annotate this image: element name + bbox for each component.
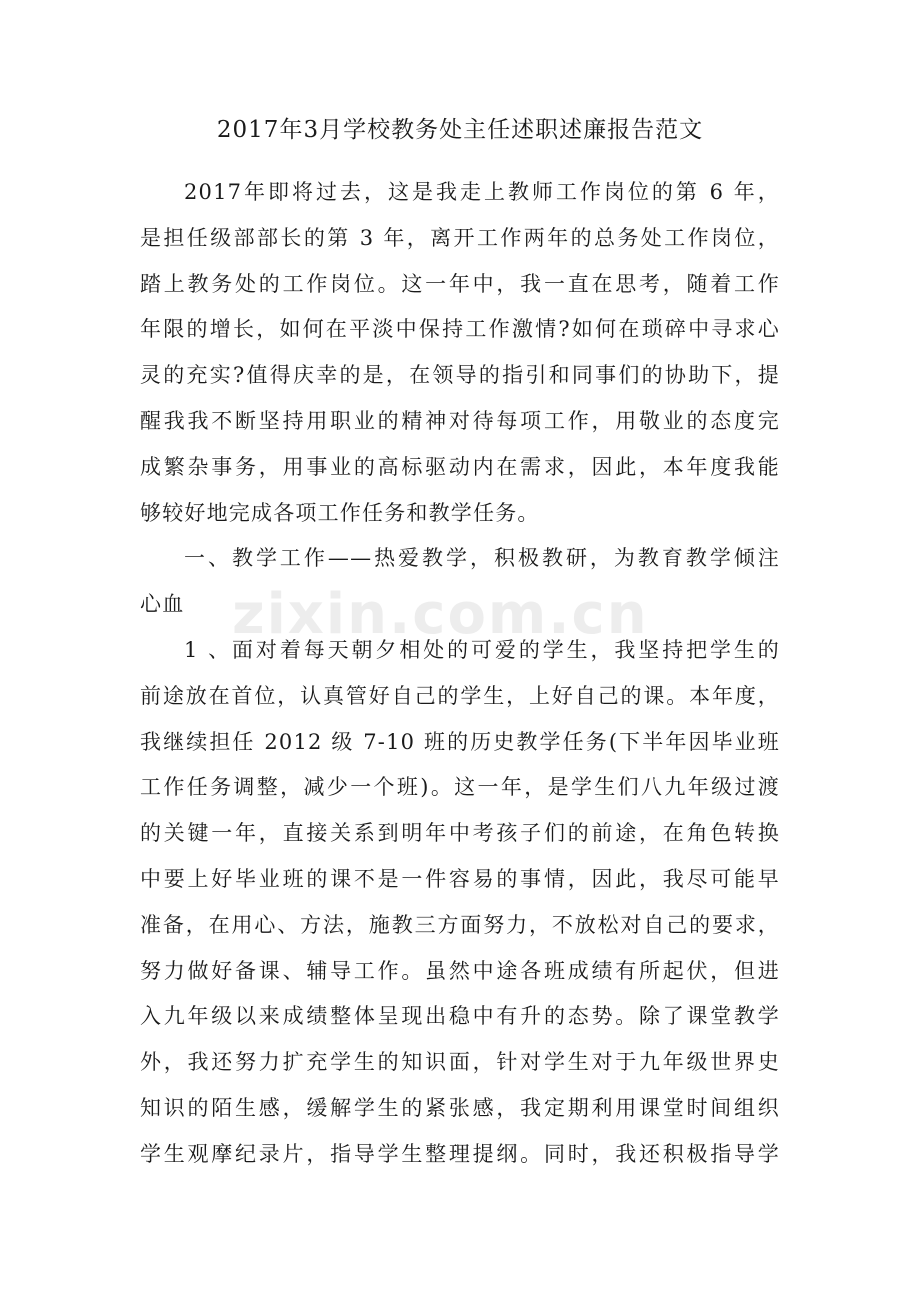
section-heading-line: 一、教学工作——热爱教学，积极教研，为教育教学倾注	[184, 546, 780, 571]
document-title: 2017年3月学校教务处主任述职述廉报告范文	[216, 117, 704, 143]
paragraph-line: 醒我我不断坚持用职业的精神对待每项工作，用敬业的态度完	[140, 408, 780, 433]
paragraph-line: 学生观摩纪录片，指导学生整理提纲。同时，我还积极指导学	[140, 1141, 780, 1166]
paragraph-line: 成繁杂事务，用事业的高标驱动内在需求，因此，本年度我能	[140, 454, 780, 479]
paragraph-line: 努力做好备课、辅导工作。虽然中途各班成绩有所起伏，但进	[140, 958, 780, 983]
paragraph-line: 灵的充实?值得庆幸的是，在领导的指引和同事们的协助下，提	[140, 363, 780, 388]
section-heading-line: 心血	[140, 592, 185, 617]
paragraph-line: 年限的增长，如何在平淡中保持工作激情?如何在琐碎中寻求心	[140, 317, 780, 342]
watermark: zixin.com.cn	[232, 582, 649, 647]
paragraph-line: 是担任级部部长的第 3 年，离开工作两年的总务处工作岗位，	[140, 225, 780, 250]
paragraph-line: 外，我还努力扩充学生的知识面，针对学生对于九年级世界史	[140, 1050, 780, 1075]
document-body	[140, 170, 780, 1178]
paragraph-line: 知识的陌生感，缓解学生的紧张感，我定期利用课堂时间组织	[140, 1095, 780, 1120]
paragraph-line: 前途放在首位，认真管好自己的学生，上好自己的课。本年度，	[140, 683, 780, 708]
paragraph-line: 踏上教务处的工作岗位。这一年中，我一直在思考，随着工作	[140, 271, 780, 296]
paragraph-line: 1 、面对着每天朝夕相处的可爱的学生，我坚持把学生的	[184, 637, 780, 662]
paragraph-line: 准备，在用心、方法，施教三方面努力，不放松对自己的要求，	[140, 912, 780, 937]
paragraph-line: 够较好地完成各项工作任务和教学任务。	[140, 500, 540, 525]
paragraph-line: 的关键一年，直接关系到明年中考孩子们的前途，在角色转换	[140, 821, 780, 846]
paragraph-line: 工作任务调整，减少一个班)。这一年，是学生们八九年级过渡	[140, 775, 780, 800]
paragraph-line: 2017年即将过去，这是我走上教师工作岗位的第 6 年，	[184, 180, 780, 204]
paragraph-line: 我继续担任 2012 级 7-10 班的历史教学任务(下半年因毕业班	[140, 729, 780, 754]
paragraph-line: 入九年级以来成绩整体呈现出稳中有升的态势。除了课堂教学	[140, 1004, 780, 1029]
paragraph-line: 中要上好毕业班的课不是一件容易的事情，因此，我尽可能早	[140, 866, 780, 891]
